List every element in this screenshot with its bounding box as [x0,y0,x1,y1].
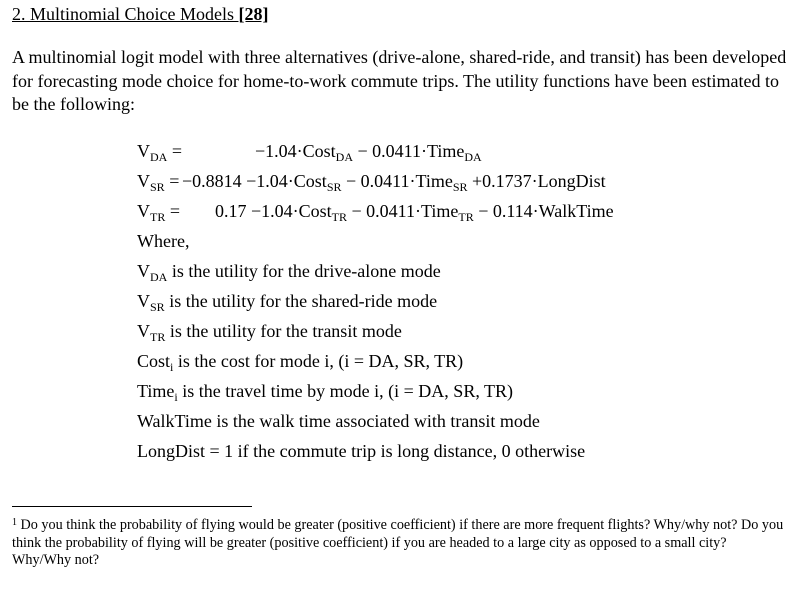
definition-time: Time$_i$ is the travel time by mode i, (i = DA, SR, TR) [137,381,513,404]
eq-sr-lhs: $V_{SR}$ = [137,171,180,194]
eq-da-rhs: −1.04·Cost$_{DA}$ − 0.0411·Time$_{DA}$ [255,141,482,164]
eq-tr-rhs: 0.17 −1.04·Cost$_{TR}$ − 0.0411·Time$_{TR}$ − 0.114·WalkTime [215,201,614,224]
eq-da-lhs: $V_{DA}$ = [137,141,182,164]
eq-tr-lhs: $V_{TR}$ = [137,201,180,224]
eq-sr-rhs: −0.8814 −1.04·Cost$_{SR}$ − 0.0411·Time$_{SR}$ +0.1737·LongDist [182,171,606,194]
section-heading [12,3,269,25]
intro-paragraph: A multinomial logit model with three alternatives (drive-alone, shared-ride, and transit) has been developed for forecasting mode choice for home-to-work commute trips. The utility functions have been estimated to be the following: [12,47,787,114]
heading-text: 2. Multinomial Choice Models [12,4,239,24]
definition-vsr: $V_{SR}$ is the utility for the shared-ride mode [137,291,438,314]
definition-longdist: LongDist = 1 if the commute trip is long distance, 0 otherwise [137,441,586,461]
definition-vtr: $V_{TR}$ is the utility for the transit mode [137,321,402,344]
definition-walktime: WalkTime is the walk time associated with transit mode [137,411,540,431]
footnote-mark: 1 [12,517,17,528]
where-label: Where, [137,231,190,251]
footnote-separator [12,506,252,507]
definition-cost: Cost$_i$ is the cost for mode i, (i = DA, SR, TR) [137,351,464,374]
footnote-text: Do you think the probability of flying would be greater (positive coefficient) if there are more frequent flights? Why/why not? Do you think the probability of flying will be greater (positive coefficient) if you are headed to a large city as opposed to a small city? Why/Why not? [12,517,784,568]
heading-marks: [28] [238,4,269,24]
definition-vda: $V_{DA}$ is the utility for the drive-alone mode [137,261,441,284]
footnote [12,517,787,570]
